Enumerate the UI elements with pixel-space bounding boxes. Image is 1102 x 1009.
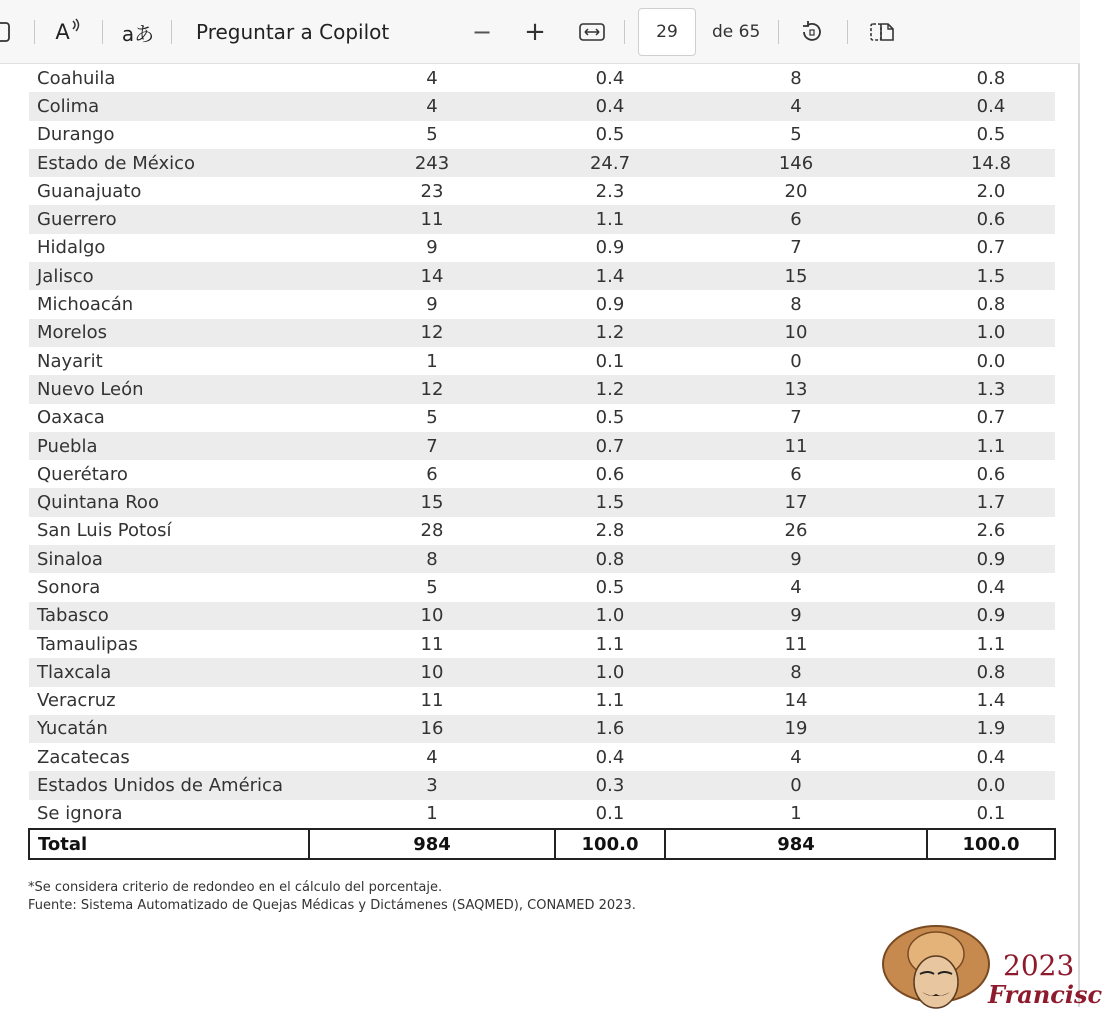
table-row (29, 743, 1055, 771)
pdf-toolbar (0, 0, 1080, 64)
table-cell: 7 (309, 432, 555, 460)
sidebar-toggle-button[interactable] (0, 0, 16, 64)
page-number-input[interactable]: 29 (638, 8, 696, 56)
logo-year: 2023 (1003, 949, 1075, 982)
table-cell: 0.4 (555, 92, 665, 120)
table-cell: 0.5 (595, 576, 625, 598)
two-page-view-icon (868, 21, 896, 43)
table-cell: 12 (309, 319, 555, 347)
table-row (29, 687, 1055, 715)
table-row (29, 375, 1055, 403)
table-cell: 0.4 (976, 746, 1006, 768)
table-cell: 24.7 (555, 149, 665, 177)
rounding-note: *Se considera criterio de redondeo en el cálculo del porcentaje. (28, 880, 443, 895)
table-row (29, 658, 1055, 686)
toolbar-separator (624, 20, 625, 44)
table-row (29, 121, 1055, 149)
table-row (29, 404, 1055, 432)
table-cell: 5 (426, 576, 438, 598)
table-cell: 0.8 (976, 294, 1006, 316)
table-cell: 20 (784, 180, 808, 202)
table-cell: 7 (790, 407, 802, 429)
table-cell: 9 (426, 237, 438, 259)
table-row (29, 92, 1055, 120)
table-cell: 0 (665, 771, 927, 799)
table-row (29, 262, 1055, 290)
table-cell: 1.2 (555, 375, 665, 403)
table-cell: 15 (665, 262, 927, 290)
table-row (29, 149, 1055, 177)
table-cell: 4 (790, 576, 802, 598)
table-cell: 7 (790, 237, 802, 259)
table-cell: 1.5 (555, 488, 665, 516)
table-row (29, 771, 1055, 799)
table-cell: 0.1 (595, 803, 625, 825)
total-cell: 984 (665, 829, 927, 859)
table-row (29, 347, 1055, 375)
row-label: Durango (37, 124, 115, 146)
table-cell: 0.0 (976, 350, 1006, 372)
toolbar-separator (102, 20, 103, 44)
table-cell: 5 (426, 124, 438, 146)
table-cell: 9 (426, 294, 438, 316)
table-cell: 0.1 (595, 350, 625, 372)
total-cell: 100.0 (927, 829, 1055, 859)
table-cell: 14.8 (927, 149, 1055, 177)
table-cell: 1.2 (555, 319, 665, 347)
table-cell: 1.0 (927, 319, 1055, 347)
table-cell: 8 (665, 658, 927, 686)
table-cell: 0.5 (595, 407, 625, 429)
table-cell: 1.1 (976, 633, 1006, 655)
row-label: Oaxaca (37, 407, 105, 429)
table-cell: 1.0 (555, 658, 665, 686)
row-label: Michoacán (37, 294, 134, 316)
table-cell: 2.8 (595, 520, 625, 542)
table-cell: 1.3 (927, 375, 1055, 403)
table-cell: 4 (790, 746, 802, 768)
row-label: Guanajuato (37, 180, 142, 202)
table-row (29, 630, 1055, 658)
table-cell: 0.3 (555, 771, 665, 799)
table-cell: 2.6 (976, 520, 1006, 542)
table-cell: 5 (790, 124, 802, 146)
row-label: Veracruz (37, 690, 116, 712)
table-cell: 0.7 (976, 237, 1006, 259)
row-label: Hidalgo (37, 237, 106, 259)
table-cell: 0 (790, 350, 802, 372)
row-label: Morelos (29, 319, 309, 347)
row-label: Sonora (37, 576, 101, 598)
row-label: Coahuila (37, 67, 116, 89)
total-row (29, 829, 1055, 859)
table-cell: 4 (309, 92, 555, 120)
table-row (29, 205, 1055, 233)
translate-button[interactable] (118, 0, 158, 64)
ask-copilot-button[interactable] (196, 0, 389, 64)
table-cell: 8 (309, 545, 555, 573)
table-cell: 1 (426, 803, 438, 825)
row-label: Jalisco (29, 262, 309, 290)
toolbar-separator (847, 20, 848, 44)
table-cell: 11 (420, 633, 444, 655)
table-cell: 23 (420, 180, 444, 202)
row-label: Estados Unidos de América (29, 771, 309, 799)
table-cell: 2.0 (976, 180, 1006, 202)
table-cell: 16 (309, 715, 555, 743)
table-cell: 0.4 (927, 92, 1055, 120)
table-cell: 12 (309, 375, 555, 403)
table-cell: 0.8 (555, 545, 665, 573)
table-cell: 6 (426, 463, 438, 485)
table-cell: 28 (420, 520, 444, 542)
row-label: Tamaulipas (37, 633, 138, 655)
page-total-label: de 65 (712, 22, 761, 42)
toolbar-separator (778, 20, 779, 44)
table-cell: 1.9 (927, 715, 1055, 743)
table-cell: 13 (665, 375, 927, 403)
table-cell: 0.0 (927, 771, 1055, 799)
row-label: Tabasco (29, 602, 309, 630)
table-cell: 1.6 (555, 715, 665, 743)
table-row (29, 234, 1055, 262)
zoom-in-button[interactable] (521, 0, 549, 64)
table-row (29, 715, 1055, 743)
row-label: Tlaxcala (29, 658, 309, 686)
table-cell: 0.7 (976, 407, 1006, 429)
table-cell: 0.4 (976, 576, 1006, 598)
table-cell: 1.1 (927, 432, 1055, 460)
table-cell: 1.0 (555, 602, 665, 630)
table-cell: 14 (784, 690, 808, 712)
total-cell: 100.0 (555, 829, 665, 859)
table-cell: 8 (790, 294, 802, 316)
table-cell: 0.7 (555, 432, 665, 460)
table-cell: 0.5 (976, 124, 1006, 146)
table-row (29, 432, 1055, 460)
table-cell: 9 (665, 545, 927, 573)
table-cell: 146 (665, 149, 927, 177)
table-cell: 3 (309, 771, 555, 799)
table-cell: 1.7 (927, 488, 1055, 516)
data-table (28, 64, 1056, 860)
table-cell: 2.3 (595, 180, 625, 202)
table-cell: 1 (790, 803, 802, 825)
table-cell: 19 (665, 715, 927, 743)
table-row (29, 64, 1055, 92)
fit-width-icon (579, 23, 605, 41)
row-label: San Luis Potosí (37, 520, 172, 542)
table-cell: 11 (784, 633, 808, 655)
row-label: Estado de México (29, 149, 309, 177)
table-cell: 0.9 (595, 237, 625, 259)
table-row (29, 800, 1055, 829)
row-label: Zacatecas (37, 746, 130, 768)
table-cell: 1.4 (976, 690, 1006, 712)
table-cell: 0.6 (927, 205, 1055, 233)
table-row (29, 290, 1055, 318)
table-cell: 8 (790, 67, 802, 89)
table-row (29, 319, 1055, 347)
table-cell: 0.6 (595, 463, 625, 485)
table-cell: 4 (665, 92, 927, 120)
zoom-out-button[interactable] (468, 0, 496, 64)
page-view-button[interactable] (866, 0, 898, 64)
table-row (29, 602, 1055, 630)
row-label: Nayarit (37, 350, 103, 372)
table-cell: 9 (665, 602, 927, 630)
table-cell: 11 (420, 690, 444, 712)
row-label: Querétaro (37, 463, 128, 485)
table-row (29, 460, 1055, 488)
rotate-button[interactable] (796, 0, 828, 64)
row-label: Puebla (29, 432, 309, 460)
table-cell: 5 (426, 407, 438, 429)
table-cell: 0.8 (976, 67, 1006, 89)
minus-icon: − (471, 18, 493, 46)
table-cell: 4 (426, 67, 438, 89)
row-label: Nuevo León (29, 375, 309, 403)
row-label: Yucatán (29, 715, 309, 743)
table-cell: 0.1 (976, 803, 1006, 825)
table-cell: 0.4 (595, 746, 625, 768)
table-cell: 4 (426, 746, 438, 768)
fit-width-button[interactable] (577, 0, 607, 64)
rotate-icon (799, 19, 825, 45)
table-cell: 1.1 (555, 205, 665, 233)
translate-icon: aあ (121, 21, 155, 46)
table-row (29, 573, 1055, 601)
table-cell: 15 (309, 488, 555, 516)
table-cell: 1 (426, 350, 438, 372)
read-aloud-icon: A (55, 20, 70, 44)
table-cell: 1.5 (927, 262, 1055, 290)
plus-icon: + (524, 17, 546, 47)
table-cell: 1.1 (595, 633, 625, 655)
table-cell: 10 (309, 658, 555, 686)
total-cell: 984 (309, 829, 555, 859)
toolbar-separator (171, 20, 172, 44)
table-body (29, 64, 1055, 829)
table-cell: 17 (665, 488, 927, 516)
table-cell: 0.9 (927, 545, 1055, 573)
table-cell: 0.9 (595, 294, 625, 316)
sidebar-icon (0, 21, 13, 43)
row-label: Sinaloa (29, 545, 309, 573)
row-label: Quintana Roo (29, 488, 309, 516)
table-cell: 10 (309, 602, 555, 630)
table-cell: 10 (665, 319, 927, 347)
row-label: Colima (29, 92, 309, 120)
table-cell: 1.4 (555, 262, 665, 290)
row-label: Guerrero (29, 205, 309, 233)
ask-copilot-label: Preguntar a Copilot (196, 20, 390, 44)
table-cell: 11 (309, 205, 555, 233)
table-row (29, 488, 1055, 516)
table-row (29, 177, 1055, 205)
table-cell: 6 (790, 463, 802, 485)
table-cell: 0.4 (595, 67, 625, 89)
table-cell: 6 (665, 205, 927, 233)
read-aloud-button[interactable] (50, 0, 86, 64)
sound-waves-icon (71, 19, 81, 37)
table-cell: 0.8 (927, 658, 1055, 686)
row-label: Se ignora (37, 803, 123, 825)
table-cell: 11 (665, 432, 927, 460)
source-note: Fuente: Sistema Automatizado de Quejas Médicas y Dictámenes (SAQMED), CONAMED 2023. (28, 898, 636, 913)
table-cell: 0.5 (595, 124, 625, 146)
table-cell: 14 (309, 262, 555, 290)
total-label: Total (29, 829, 309, 859)
table-cell: 26 (784, 520, 808, 542)
table-row (29, 517, 1055, 545)
logo-name: Francisc (988, 980, 1102, 1009)
table-cell: 0.6 (976, 463, 1006, 485)
table-row (29, 545, 1055, 573)
table-cell: 243 (309, 149, 555, 177)
table-cell: 0.9 (927, 602, 1055, 630)
table-cell: 1.1 (595, 690, 625, 712)
toolbar-separator (34, 20, 35, 44)
page-edge (1078, 64, 1080, 1007)
